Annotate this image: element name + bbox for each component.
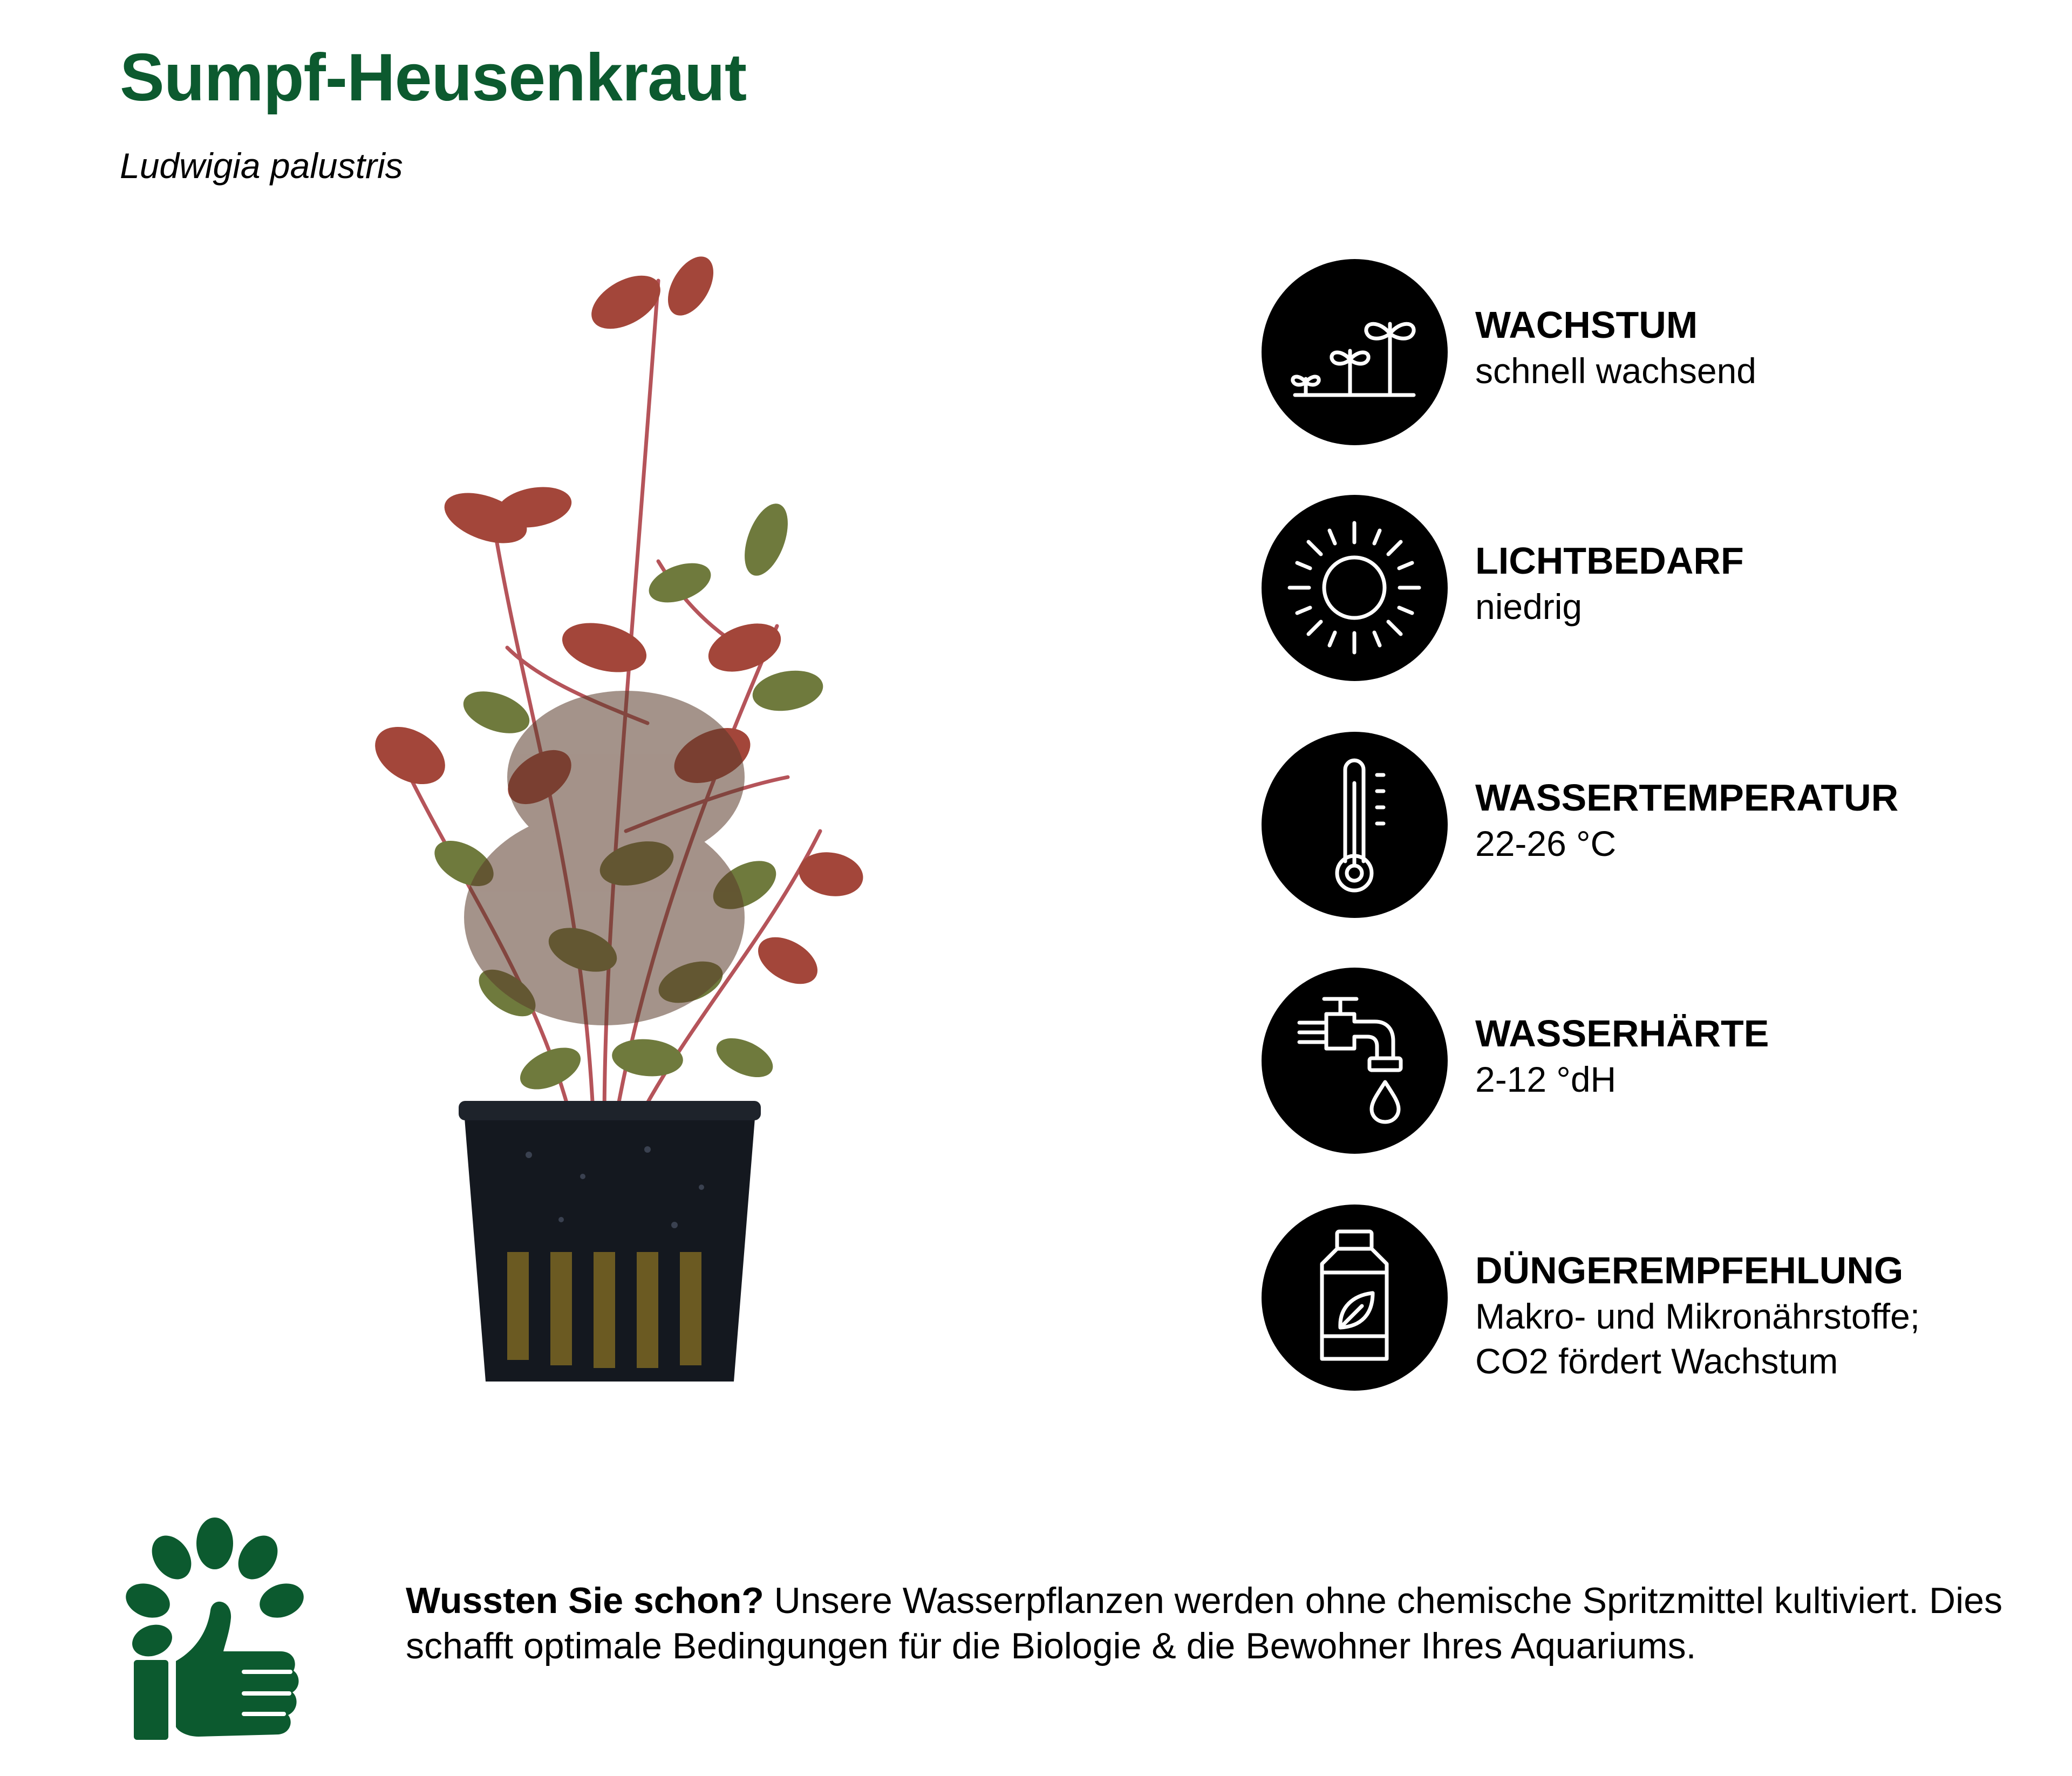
feature-light (1262, 495, 2044, 681)
seedlings-icon (1262, 259, 1448, 445)
feature-value: 2-12 °dH (1475, 1059, 1617, 1099)
feature-value (1475, 1294, 1920, 1383)
feature-value: schnell wachsend (1475, 351, 1756, 391)
thermometer-icon (1262, 732, 1448, 918)
feature-label: LICHTBEDARF (1475, 540, 1744, 582)
feature-value-line: CO2 fördert Wachstum (1475, 1340, 1838, 1381)
sun-icon (1262, 495, 1448, 681)
info-text (406, 1578, 2035, 1669)
water-tap-icon (1262, 968, 1448, 1154)
latin-name: Ludwigia palustris (120, 146, 403, 186)
feature-label: DÜNGEREMPFEHLUNG (1475, 1249, 1904, 1291)
feature-fertilizer (1262, 1205, 2044, 1391)
fertilizer-bottle-icon (1262, 1205, 1448, 1391)
feature-water-temperature (1262, 732, 2044, 918)
page-title: Sumpf-Heusenkraut (120, 40, 747, 115)
info-body: Unsere Wasserpflanzen werden ohne chemische Spritzmittel kultiviert. Dies schafft optimale Bedingungen für die Biologie & die Bewohner Ihres Aquariums. (406, 1580, 2003, 1666)
feature-label: WASSERTEMPERATUR (1475, 777, 1899, 819)
feature-water-hardness (1262, 968, 2044, 1154)
feature-label: WASSERHÄRTE (1475, 1012, 1769, 1054)
feature-value-line: Makro- und Mikronährstoffe; (1475, 1296, 1920, 1336)
feature-value: 22-26 °C (1475, 824, 1617, 863)
feature-growth (1262, 259, 2044, 445)
info-lead: Wussten Sie schon? (406, 1580, 764, 1621)
feature-label: WACHSTUM (1475, 304, 1698, 346)
feature-value: niedrig (1475, 587, 1583, 627)
plant-image (302, 237, 950, 1392)
thumbs-up-leaves-icon (118, 1515, 312, 1742)
